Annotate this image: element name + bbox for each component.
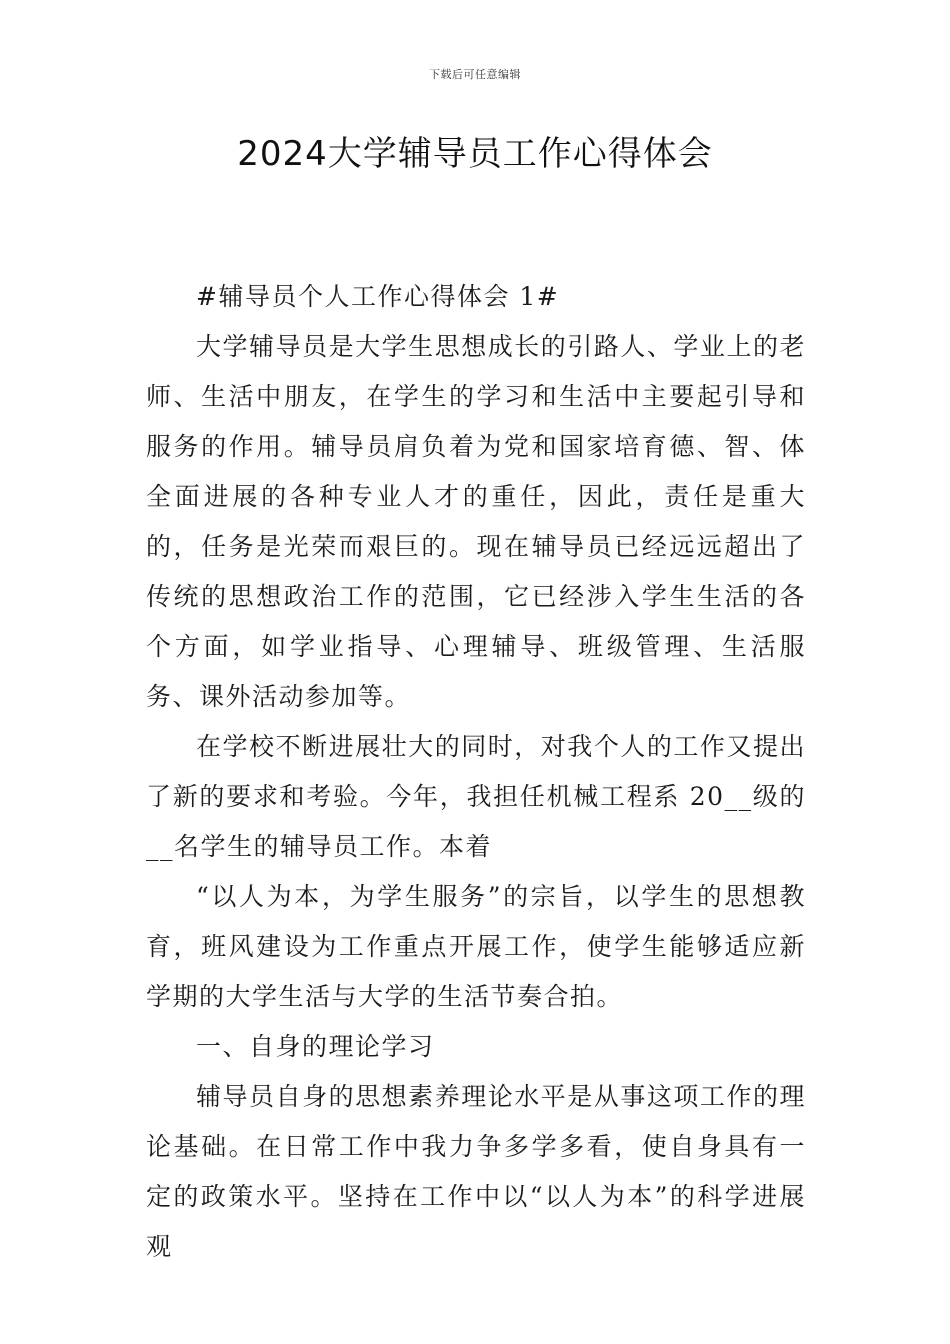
paragraph: 在学校不断进展壮大的同时，对我个人的工作又提出了新的要求和考验。今年，我担任机械工程系 20__级的__名学生的辅导员工作。本着 bbox=[146, 732, 806, 861]
header-note: 下载后可任意编辑 bbox=[429, 68, 521, 81]
section-heading: 一、自身的理论学习 bbox=[196, 1032, 435, 1061]
document-body bbox=[146, 272, 806, 1272]
section-heading: #辅导员个人工作心得体会 1# bbox=[196, 282, 560, 311]
paragraph: 辅导员自身的思想素养理论水平是从事这项工作的理论基础。在日常工作中我力争多学多看，使自身具有一定的政策水平。坚持在工作中以“以人为本”的科学进展观 bbox=[146, 1082, 806, 1261]
paragraph: 大学辅导员是大学生思想成长的引路人、学业上的老师、生活中朋友，在学生的学习和生活中主要起引导和服务的作用。辅导员肩负着为党和国家培育德、智、体全面进展的各种专业人才的重任，因此，责任是重大的，任务是光荣而艰巨的。现在辅导员已经远远超出了传统的思想政治工作的范围，它已经涉入学生生活的各个方面，如学业指导、心理辅导、班级管理、生活服务、课外活动参加等。 bbox=[146, 332, 806, 711]
document-title: 2024大学辅导员工作心得体会 bbox=[237, 134, 713, 174]
paragraph: “以人为本，为学生服务”的宗旨，以学生的思想教育，班风建设为工作重点开展工作，使学生能够适应新学期的大学生活与大学的生活节奏合拍。 bbox=[146, 882, 806, 1011]
